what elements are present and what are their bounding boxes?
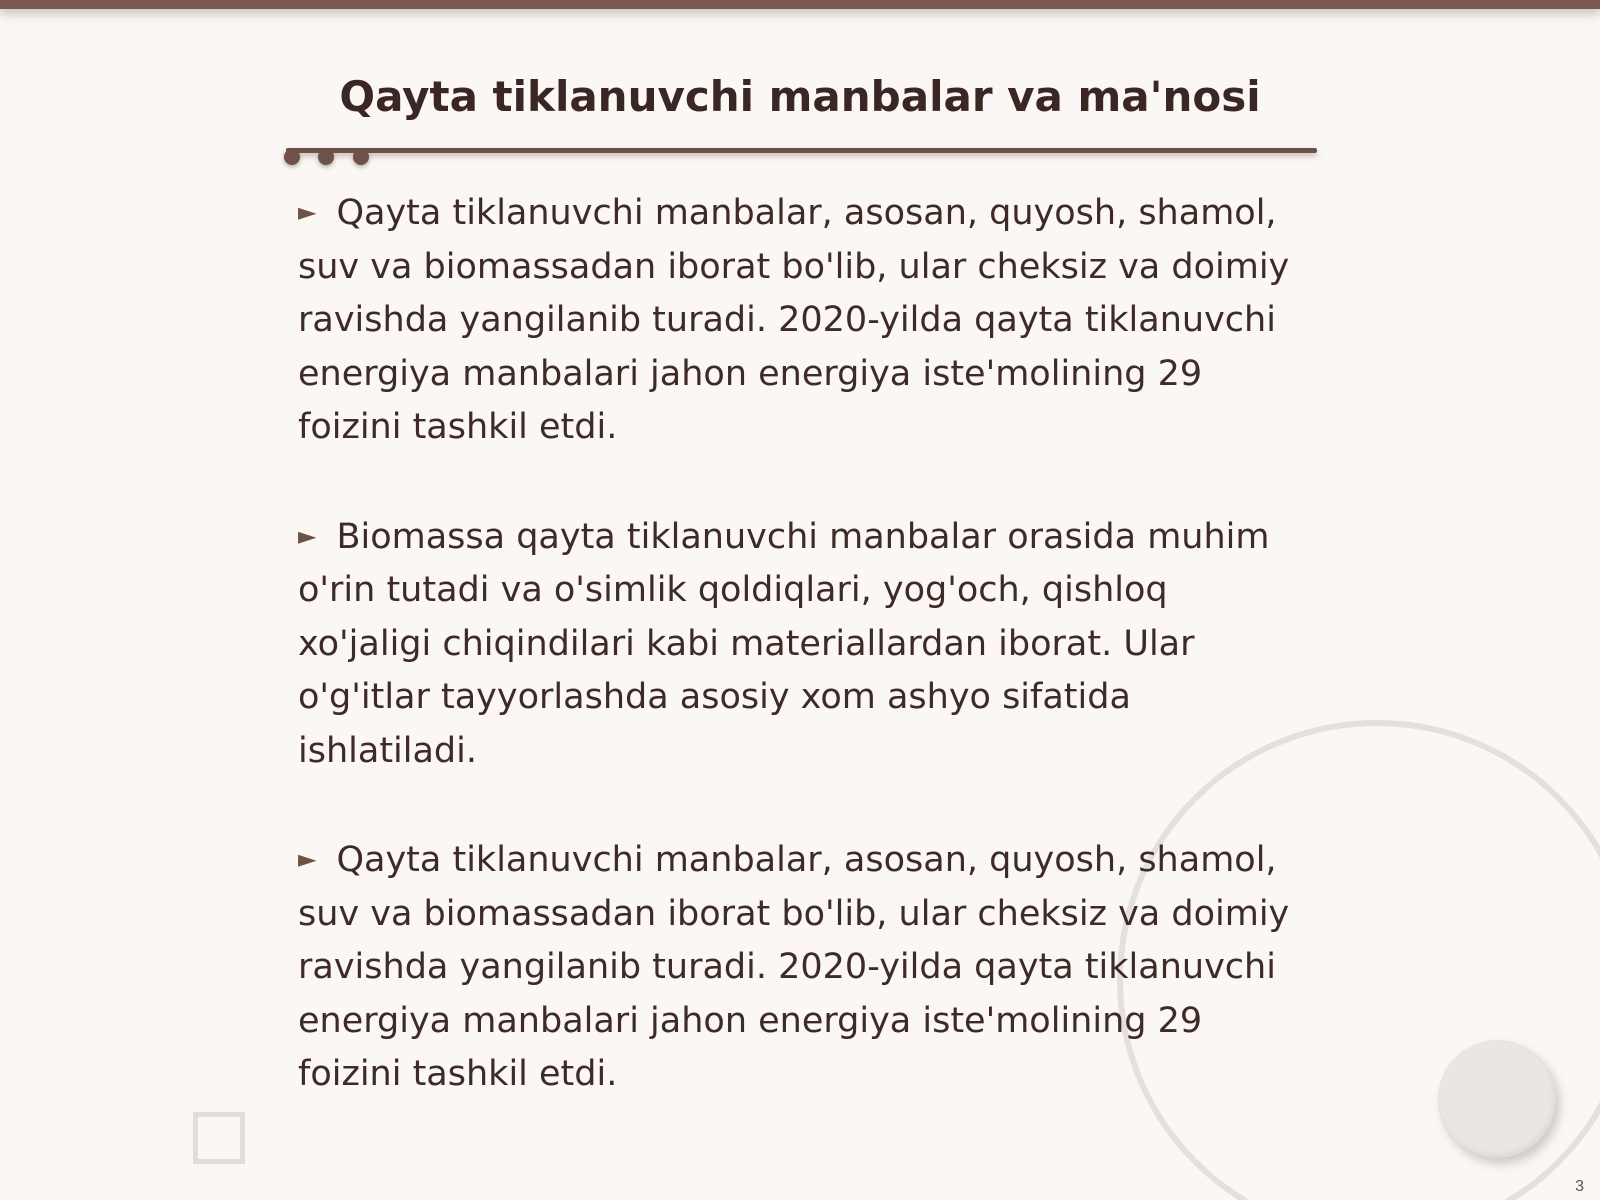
decor-dot-icon (318, 149, 334, 165)
paragraph-text: Qayta tiklanuvchi manbalar, asosan, quyosh, shamol, suv va biomassadan iborat bo'lib, ular cheksiz va doimiy ravishda yangilanib turadi. 2020-yilda qayta tiklanuvchi energiya manbalari jahon energiya iste'molining 29 foizini tashkil etdi. (298, 193, 1290, 447)
triangle-bullet-icon: ► (298, 521, 317, 550)
slide-title: Qayta tiklanuvchi manbalar va ma'nosi (339, 72, 1261, 121)
paragraph-text: Biomassa qayta tiklanuvchi manbalar orasida muhim o'rin tutadi va o'simlik qoldiqlari, yog'och, qishloq xo'jaligi chiqindilari kabi materiallardan iborat. Ular o'g'itlar tayyorlashda asosiy xom ashyo sifatida ishlatiladi. (298, 516, 1270, 771)
decor-circle (1438, 1040, 1556, 1158)
list-item (298, 510, 1308, 779)
list-item (298, 186, 1308, 455)
decor-square (193, 1112, 245, 1164)
title-underline (286, 148, 1317, 153)
paragraph-text: Qayta tiklanuvchi manbalar, asosan, quyosh, shamol, suv va biomassadan iborat bo'lib, ular cheksiz va doimiy ravishda yangilanib turadi. 2020-yilda qayta tiklanuvchi energiya manbalari jahon energiya iste'molining 29 foizini tashkil etdi. (298, 840, 1290, 1094)
top-accent-bar (0, 0, 1600, 9)
decor-dot-icon (284, 149, 300, 165)
page-number: 3 (1575, 1178, 1584, 1195)
triangle-bullet-icon: ► (298, 845, 317, 873)
list-item (298, 833, 1308, 1102)
bullet-list (298, 186, 1308, 1157)
triangle-bullet-icon: ► (298, 198, 317, 226)
decor-dot-icon (353, 149, 369, 165)
